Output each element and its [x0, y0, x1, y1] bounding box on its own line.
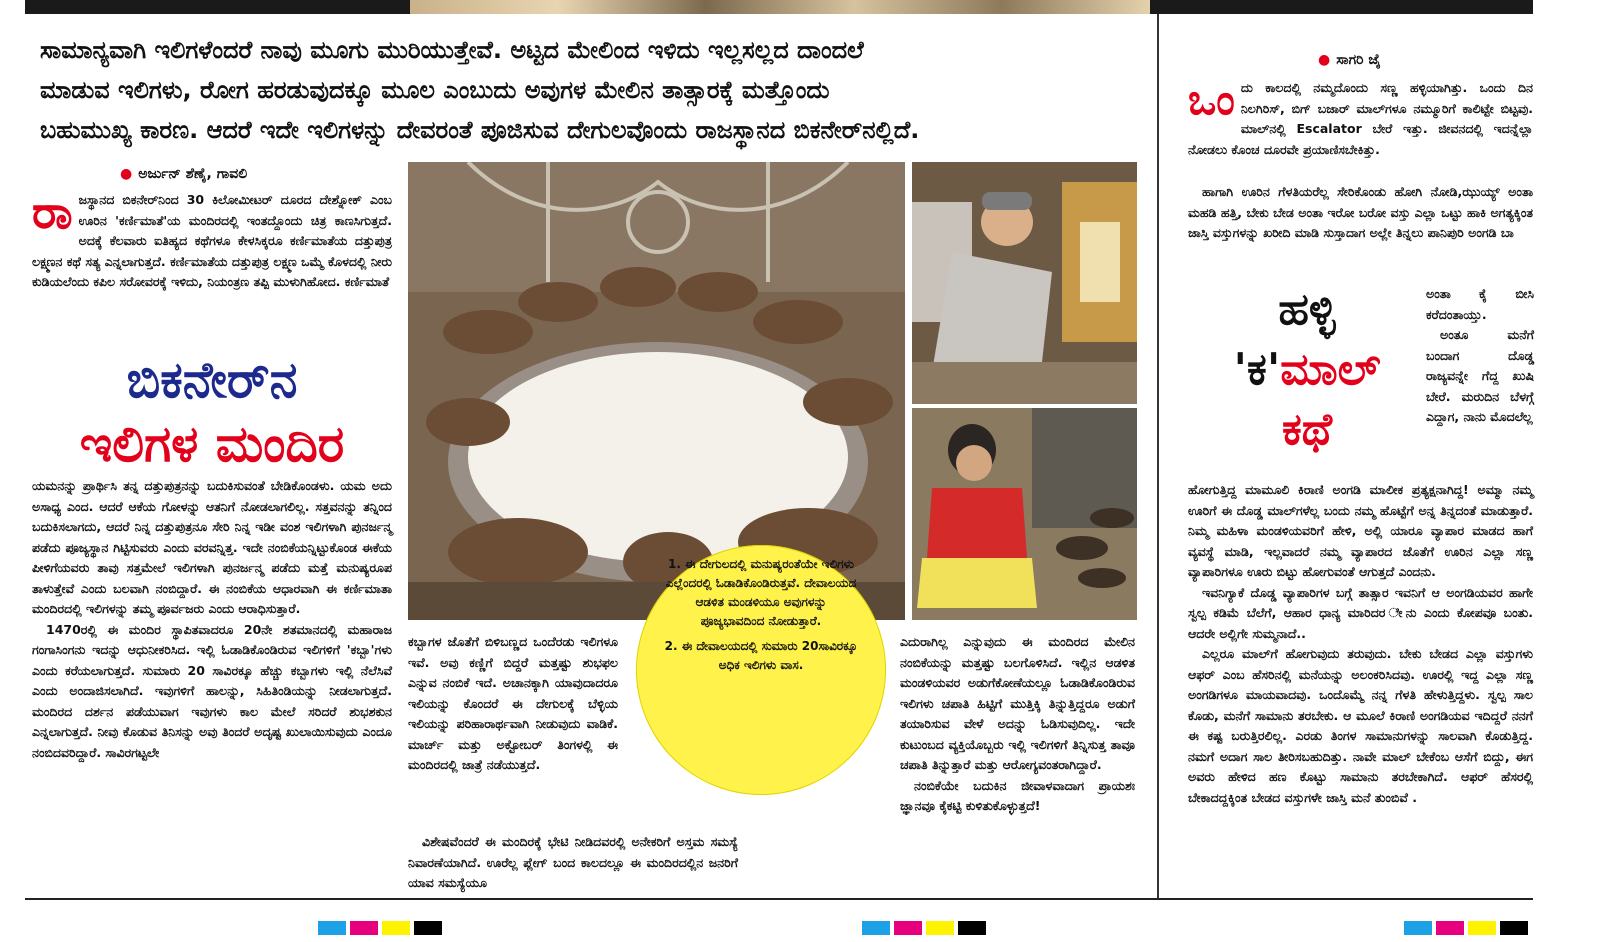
left-body: [32, 476, 392, 763]
intro-line-3: ಬಹುಮುಖ್ಯ ಕಾರಣ. ಆದರೆ ಇದೇ ಇಲಿಗಳನ್ನು ದೇವರಂತೆ ಪೂಜಿಸುವ ದೇಗುಲವೊಂದು ರಾಜಸ್ಥಾನದ ಬಿಕನೇರ್‌ನಲ್ಲಿದೆ.: [40, 116, 920, 144]
circle-point-1: 1. ಈ ದೇಗುಲದಲ್ಲಿ ಮನುಷ್ಯರಂತೆಯೇ ಇಲಿಗಳು ಎಲ್ಲೆಂದರಲ್ಲಿ ಓಡಾಡಿಕೊಂಡಿರುತ್ತವೆ. ದೇವಾಲಯದ ಆಡಳಿತ ಮಂಡಳಿಯೂ ಅವುಗಳನ್ನು ಪೂಜ್ಯಭಾವದಿಂದ ನೋಡುತ್ತಾರೆ.: [665, 557, 857, 628]
right-side-text: [1426, 284, 1534, 428]
right-of-circle-paragraph-1: ಎದುರಾಗಿಲ್ಲ ಎನ್ನುವುದು ಈ ಮಂದಿರದ ಮೇಲಿನ ನಂಬಿಕೆಯನ್ನು ಮತ್ತಷ್ಟು ಬಲಗೊಳಿಸಿದೆ. ಇಲ್ಲಿನ ಆಡಳಿತ ಮಂಡಳಿಯವರ ಅಡುಗೆಕೋಣೆಯಲ್ಲೂ ಓಡಾಡಿಕೊಂಡಿರುವ ಇಲಿಗಳು ಚಪಾತಿ ಹಿಟ್ಟಿಗೆ ಮುತ್ತಿಕ್ಕಿ ತಿನ್ನುತ್ತಿದ್ದರೂ ಅಡುಗೆ ತಯಾರಿಸುವ ವೇಳೆ ಅದನ್ನು ಓಡಿಸುವುದಿಲ್ಲ. ಇದೇ ಕುಟುಂಬದ ವ್ಯಕ್ತಿಯೊಬ್ಬರು ಇಲ್ಲಿ ಇಲಿಗಳಿಗೆ ತಿನ್ನಿಸುತ್ತ ತಾವೂ ಚಪಾತಿ ತಿನ್ನುತ್ತಾರೆ ಮತ್ತು ಆರೋಗ್ಯವಂತರಾಗಿದ್ದಾರೆ.: [900, 634, 1135, 772]
woman-praying-photo: [912, 162, 1137, 404]
left-paragraph-2: 1470ರಲ್ಲಿ ಈ ಮಂದಿರ ಸ್ಥಾಪಿತವಾದರೂ 20ನೇ ಶತಮಾನದಲ್ಲಿ ಮಹಾರಾಜ ಗಂಗಾಸಿಂಗನು ಇದನ್ನು ಆಧುನೀಕರಿಸಿದ. ಇಲ್ಲಿ ಓಡಾಡಿಕೊಂಡಿರುವ ಇಲಿಗಳಿಗೆ 'ಕಬ್ಬಾ'ಗಳು ಎಂದು ಕರೆಯಲಾಗುತ್ತದೆ. ಸುಮಾರು 20 ಸಾವಿರಕ್ಕೂ ಹೆಚ್ಚು ಕಬ್ಬಾಗಳು ಇಲ್ಲಿ ನೆಲೆಸಿವೆ ಎಂದು ಅಂದಾಜಿಸಲಾಗಿದೆ. ಇವುಗಳಿಗೆ ಹಾಲನ್ನು, ಸಿಹಿತಿಂಡಿಯನ್ನು ನೀಡಲಾಗುತ್ತದೆ. ಮಂದಿರದ ದರ್ಶನ ಪಡೆಯುವಾಗ ಇವುಗಳು ಕಾಲ ಮೇಲೆ ಸರಿದರೆ ಶುಭಶಕುನ ಎನ್ನಲಾಗುತ್ತದೆ. ನೀವು ಕೊಡುವ ತಿನಿಸನ್ನು ಅವು ತಿಂದರೆ ಅದೃಷ್ಟ ಖುಲಾಯಿಸುವುದು ಎಂದೂ ನಂಬಿದವರಿದ್ದಾರೆ. ಸಾವಿರಗಟ್ಟಲೇ: [32, 621, 392, 760]
highlight-circle: [636, 545, 886, 795]
right-paragraph-1: ಹಾಗಾಗಿ ಊರಿನ ಗೆಳತಿಯರೆಲ್ಲ ಸೇರಿಕೊಂಡು ಹೋಗಿ ನೋಡಿ,ಝುಯ್ಯ್ ಅಂತಾ ಮಹಡಿ ಹತ್ತಿ, ಬೇಕು ಬೇಡ ಅಂತಾ ಇರೋ ಬರೋ ವಸ್ತು ಎಲ್ಲಾ ಒಟ್ಟು ಹಾಕಿ ಅಗತ್ಯಕ್ಕಿಂತ ಜಾಸ್ತಿ ವಸ್ತುಗಳನ್ನು ಖರೀದಿ ಮಾಡಿ ಸುಸ್ತಾದಾಗ ಅಲ್ಲೇ ತಿನ್ನಲು ಪಾನಿಪುರಿ ಅಂಗಡಿ ಬಾ: [1188, 184, 1533, 240]
right-headline-line-1: ಹಳ್ಳಿ: [1278, 284, 1336, 335]
column-divider: [1157, 14, 1159, 899]
right-lead-paragraph: ಒಂ ದು ಕಾಲದಲ್ಲಿ ನಮ್ಮದೊಂದು ಸಣ್ಣ ಹಳ್ಳಿಯಾಗಿತ್ತು. ಒಂದು ದಿನ ನಿಲಗಿರಿಸ್, ಬಿಗ್ ಬಜಾರ್ ಮಾಲ್‌ಗಳೂ ನಮ್ಮೂರಿಗೆ ಕಾಲಿಟ್ಟೇ ಬಿಟ್ಟವು. ಮಾಲ್‌ನಲ್ಲಿ Escalator ಬೇರೆ ಇತ್ತು. ಜೀವನದಲ್ಲಿ ಇದನ್ನೆಲ್ಲಾ ನೋಡಲು ಕೊಂಚ ದೂರವೇ ಪ್ರಯಾಣಿಸಬೇಕಿತ್ತು.: [1188, 75, 1533, 157]
right-side-paragraph-1: ಅಂತಾ ಕೈ ಬೀಸಿ ಕರೆದಂತಾಯ್ತು.: [1426, 286, 1534, 322]
right-side-paragraph-2: ಅಂತೂ ಮನೆಗೆ ಬಂದಾಗ ದೊಡ್ಡ ರಾಜ್ಯವನ್ನೇ ಗೆದ್ದ ಖುಷಿ ಬೇರೆ. ಮರುದಿನ ಬೆಳಗ್ಗೆ ಎದ್ದಾಗ, ನಾನು ಮೊದಲೆಲ್ಲ: [1426, 327, 1534, 424]
right-headline-line-2: 'ಕ'ಮಾಲ್: [1233, 344, 1381, 395]
bullet-icon: ●: [1318, 52, 1331, 68]
circle-point-2: 2. ಈ ದೇವಾಲಯದಲ್ಲಿ ಸುಮಾರು 20ಸಾವಿರಕ್ಕೂ ಅಧಿಕ ಇಲಿಗಳು ವಾಸ.: [664, 639, 858, 672]
right-headline: [1192, 280, 1422, 460]
left-paragraph-1: ಯಮನನ್ನು ಪ್ರಾರ್ಥಿಸಿ ತನ್ನ ದತ್ತುಪುತ್ರನನ್ನು ಬದುಕಿಸುವಂತೆ ಬೇಡಿಕೊಂಡಳು. ಯಮ ಅದು ಅಸಾಧ್ಯ ಎಂದ. ಆದರೆ ಆಕೆಯ ಗೋಳನ್ನು ಆತನಿಗೆ ನೋಡಲಾಗಲಿಲ್ಲ. ಸತ್ತವನನ್ನು ತನ್ನಿಂದ ಬದುಕಿಸಲಾಗದು, ಆದರೆ ನಿನ್ನ ದತ್ತುಪುತ್ರನೂ ಸೇರಿ ನಿನ್ನ ಇಡೀ ವಂಶ ಇಲಿಗಳಾಗಿ ಪುನರ್ಜನ್ಮ ಪಡೆದು ಪೂಜ್ಯಸ್ಥಾನ ಗಿಟ್ಟಿಸುವರು ಎಂದು ವರವನ್ನಿತ್ತ. ಇದೇ ನಂಬಿಕೆಯನ್ನಿಟ್ಟುಕೊಂಡ ಈಕೆಯ ಪೀಳಿಗೆಯವರು ತಾವು ಸತ್ತಮೇಲೆ ಇಲಿಗಳಾಗಿ ಪುನರ್ಜನ್ಮ ಪಡೆದು ಮತ್ತೆ ಮನುಷ್ಯರೂಪ ತಾಳುತ್ತೇವೆ ಎಂದು ಬಲವಾಗಿ ನಂಬಿದ್ದಾರೆ. ಈ ನಂಬಿಕೆಯ ಆಧಾರವಾಗಿ ಈ ಕರ್ಣಿಮಾತಾ ಮಂದಿರದಲ್ಲಿ ಇಲಿಗಳನ್ನು ತಮ್ಮ ಪೂರ್ವಜರು ಎಂದು ಆರಾಧಿಸುತ್ತಾರೆ.: [32, 478, 392, 616]
right-paragraph-3: ಇವನಿಗ್ಯಾಕೆ ದೊಡ್ಡ ವ್ಯಾಪಾರಿಗಳ ಬಗ್ಗೆ ತಾತ್ಸಾರ ಇವನಿಗೆ ಆ ಅಂಗಡಿಯವರ ಹಾಗೇ ಸ್ವಲ್ಪ ಕಡಿಮೆ ಬೆಲೆಗೆ, ಆಹಾರ ಧಾನ್ಯ ಮಾರಿದರ ೇನು ಎಂದು ಕೋಪವೂ ಬಂತು. ಆದರೇ ಅಲ್ಲಿಗೇ ಸುಮ್ಮನಾದೆ..: [1188, 584, 1533, 641]
middle-paragraph-2: ವಿಶೇಷವೆಂದರೆ ಈ ಮಂದಿರಕ್ಕೆ ಭೇಟಿ ನೀಡಿದವರಲ್ಲಿ ಅನೇಕರಿಗೆ ಅಸ್ತಮ ಸಮಸ್ಯೆ ನಿವಾರಣೆಯಾಗಿದೆ. ಊರೆಲ್ಲ ಪ್ಲೇಗ್ ಬಂದ ಕಾಲದಲ್ಲೂ ಈ ಮಂದಿರದಲ್ಲಿನ ಜನರಿಗೆ ಯಾವ ಸಮಸ್ಯೆಯೂ: [408, 834, 738, 890]
right-of-circle-text: [900, 632, 1135, 817]
left-lead-paragraph: ರಾ ಜಸ್ಥಾನದ ಬಿಕನೇರ್‌ನಿಂದ 30 ಕಿಲೋಮೀಟರ್ ದೂರದ ದೇಶ್ನೋಕ್ ಎಂಬ ಊರಿನ 'ಕರ್ಣಿಮಾತೆ'ಯ ಮಂದಿರದಲ್ಲಿ ಇಂತದ್ದೊಂದು ಚಿತ್ರ ಕಾಣಸಿಗುತ್ತದೆ. ಅದಕ್ಕೆ ಕೆಲವಾರು ಐತಿಹ್ಯದ ಕಥೆಗಳೂ ಕೇಳಸಿಕ್ಕರೂ ಕರ್ಣಿಮಾತೆಯ ದತ್ತುಪುತ್ರ ಲಕ್ಷ್ಮಣನ ಕಥೆ ಸತ್ಯ ಎನ್ನಲಾಗುತ್ತದೆ. ಕರ್ಣಿಮಾತೆಯ ದತ್ತುಪುತ್ರ ಲಕ್ಷ್ಮಣ ಒಮ್ಮೆ ಕೊಳದಲ್ಲಿ ನೀರು ಕುಡಿಯಲೆಂದು ಕಪಿಲ ಸರೋವರಕ್ಕೆ ಇಳಿದು, ನಿಯಂತ್ರಣ ತಪ್ಪಿ ಮುಳುಗಿಹೋದ. ಕರ್ಣಿಮಾತೆ: [32, 185, 392, 289]
right-body: [1188, 480, 1533, 808]
right-of-circle-paragraph-2: ನಂಬಿಕೆಯೇ ಬದುಕಿನ ಜೀವಾಳವಾದಾಗ ಪ್ರಾಯಶಃ ಜ್ಞಾನವೂ ಕೈಕಟ್ಟಿ ಕುಳಿತುಕೊಳ್ಳುತ್ತದೆ!: [900, 777, 1135, 813]
left-headline: [32, 348, 392, 476]
right-headline-line-3: ಕಥೆ: [1282, 404, 1332, 455]
middle-bottom-text: [408, 832, 738, 894]
top-photo-strip: [410, 0, 1150, 14]
right-byline: ● ಸಾಗರಿ ಜೈ: [1318, 52, 1381, 68]
rats-drinking-milk-photo: [408, 162, 905, 620]
bottom-rule: [25, 898, 1533, 900]
left-dropcap: ರಾ: [32, 185, 73, 239]
intro-line-1: ಸಾಮಾನ್ಯವಾಗಿ ಇಲಿಗಳೆಂದರೆ ನಾವು ಮೂಗು ಮುರಿಯುತ್ತೇವೆ. ಅಟ್ಟದ ಮೇಲಿಂದ ಇಳಿದು ಇಲ್ಲಸಲ್ಲದ ದಾಂದಲೆ: [40, 36, 864, 64]
headline-line-2: ಇಲಿಗಳ ಮಂದಿರ: [79, 415, 345, 473]
bullet-icon: ●: [120, 166, 133, 182]
color-registration-marks-left: [318, 920, 446, 936]
headline-line-1: ಬಿಕನೇರ್‌ನ: [126, 351, 298, 409]
left-byline: ● ಅರ್ಜುನ್ ಶೆಣೈ, ಗಾವಲಿ: [120, 166, 248, 182]
color-registration-marks-center: [862, 920, 990, 936]
boy-feeding-rats-photo: [912, 408, 1137, 620]
color-registration-marks-right: [1404, 920, 1532, 936]
intro-line-2: ಮಾಡುವ ಇಲಿಗಳು, ರೋಗ ಹರಡುವುದಕ್ಕೂ ಮೂಲ ಎಂಬುದು ಅವುಗಳ ಮೇಲಿನ ತಾತ್ಸಾರಕ್ಕೆ ಮತ್ತೊಂದು: [40, 76, 830, 104]
right-dropcap: ಒಂ: [1188, 75, 1235, 124]
right-paragraph-4: ಎಲ್ಲರೂ ಮಾಲ್‌ಗೆ ಹೋಗುವುದು ತರುವುದು. ಬೇಕು ಬೇಡದ ಎಲ್ಲಾ ವಸ್ತುಗಳು ಆಫರ್ ಎಂಬ ಹೆಸರಿನಲ್ಲಿ ಮನೆಯನ್ನು ಅಲಂಕರಿಸಿದವು. ಊರಲ್ಲಿ ಇದ್ದ ಎಲ್ಲಾ ಸಣ್ಣ ಅಂಗಡಿಗಳೂ ಮಾಯವಾದವು. ಒಂದೊಮ್ಮೆ ನನ್ನ ಗೆಳತಿ ಹೇಳುತ್ತಿದ್ದಳು. ಸ್ವಲ್ಪ ಸಾಲ ಕೊಡು, ಮನೆಗೆ ಸಾಮಾನು ತರಬೇಕು. ಆ ಮೂಲೆ ಕಿರಾಣಿ ಅಂಗಡಿಯವ ಇದಿದ್ದರೆ ನನಗೆ ಈ ಕಷ್ಟ ಬರುತ್ತಿರಲಿಲ್ಲ. ಎರಡು ತಿಂಗಳ ಸಾಮಾನುಗಳನ್ನು ಸಾಲವಾಗಿ ಕೊಡುತ್ತಿದ್ದ. ನಮಗೆ ಅದಾಗ ಸಾಲ ತೀರಿಸಬಹುದಿತ್ತು. ನಾವೇ ಮಾಲ್ ಬೇಕೆಂಬ ಆಸೆಗೆ ಬಿದ್ದು, ಈಗ ಅವರು ಹೇಳಿದ ಹಣ ಕೊಟ್ಟು ಸಾಮಾನು ತರಬೇಕಾಗಿದೆ. ಆಫರ್ ಹೆಸರಲ್ಲಿ ಬೇಕಾದದ್ದಕ್ಕಿಂತ ಬೇಡದ ವಸ್ತುಗಳೇ ಜಾಸ್ತಿ ಮನೆ ತುಂಬಿವೆ .: [1188, 646, 1533, 805]
middle-column-text: [408, 632, 618, 776]
right-paragraph-2: ಹೋಗುತ್ತಿದ್ದ ಮಾಮೂಲಿ ಕಿರಾಣಿ ಅಂಗಡಿ ಮಾಲೀಕ ಪ್ರತ್ಯಕ್ಷನಾಗಿದ್ದ! ಅಮ್ಮಾ ನಮ್ಮ ಊರಿಗೆ ಈ ದೊಡ್ಡ ಮಾಲ್‌ಗಳೆಲ್ಲ ಬಂದು ನಮ್ಮ ಹೊಟ್ಟೆಗೆ ಅನ್ನ ತಿನ್ನದಂತೆ ಮಾಡುತ್ತಾರೆ. ನಿಮ್ಮ ಮಹಿಳಾ ಮಂಡಳಿಯವರಿಗೆ ಹೇಳಿ, ಅಲ್ಲಿ ಯಾರೂ ವ್ಯಾಪಾರ ಮಾಡದ ಹಾಗೆ ವ್ಯವಸ್ಥೆ ಮಾಡಿ, ಇಲ್ಲವಾದರೆ ನಮ್ಮ ವ್ಯಾಪಾರದ ಜೊತೆಗೆ ಊರಿನ ಎಲ್ಲಾ ಸಣ್ಣ ವ್ಯಾಪಾರಿಗಳೂ ಊರು ಬಿಟ್ಟು ಹೋಗುವಂತೆ ಆಗುತ್ತದೆ ಎಂದನು.: [1188, 482, 1533, 579]
intro-standfirst: [40, 30, 1150, 150]
middle-paragraph-1: ಕಬ್ಬಾಗಳ ಜೊತೆಗೆ ಬಿಳಿಬಣ್ಣದ ಒಂದೆರಡು ಇಲಿಗಳೂ ಇವೆ. ಅವು ಕಣ್ಣಿಗೆ ಬಿದ್ದರೆ ಮತ್ತಷ್ಟು ಶುಭಫಲ ಎನ್ನುವ ನಂಬಿಕೆ ಇದೆ. ಅಚಾನಕ್ಕಾಗಿ ಯಾವುದಾದರೂ ಇಲಿಯನ್ನು ಕೊಂದರೆ ಈ ದೇಗುಲಕ್ಕೆ ಬೆಳ್ಳಿಯ ಇಲಿಯನ್ನು ಪರಿಹಾರಾರ್ಥವಾಗಿ ನೀಡುವುದು ವಾಡಿಕೆ. ಮಾರ್ಚ್ ಮತ್ತು ಅಕ್ಟೋಬರ್ ತಿಂಗಳಲ್ಲಿ ಈ ಮಂದಿರದಲ್ಲಿ ಜಾತ್ರೆ ನಡೆಯುತ್ತದೆ.: [408, 634, 618, 772]
